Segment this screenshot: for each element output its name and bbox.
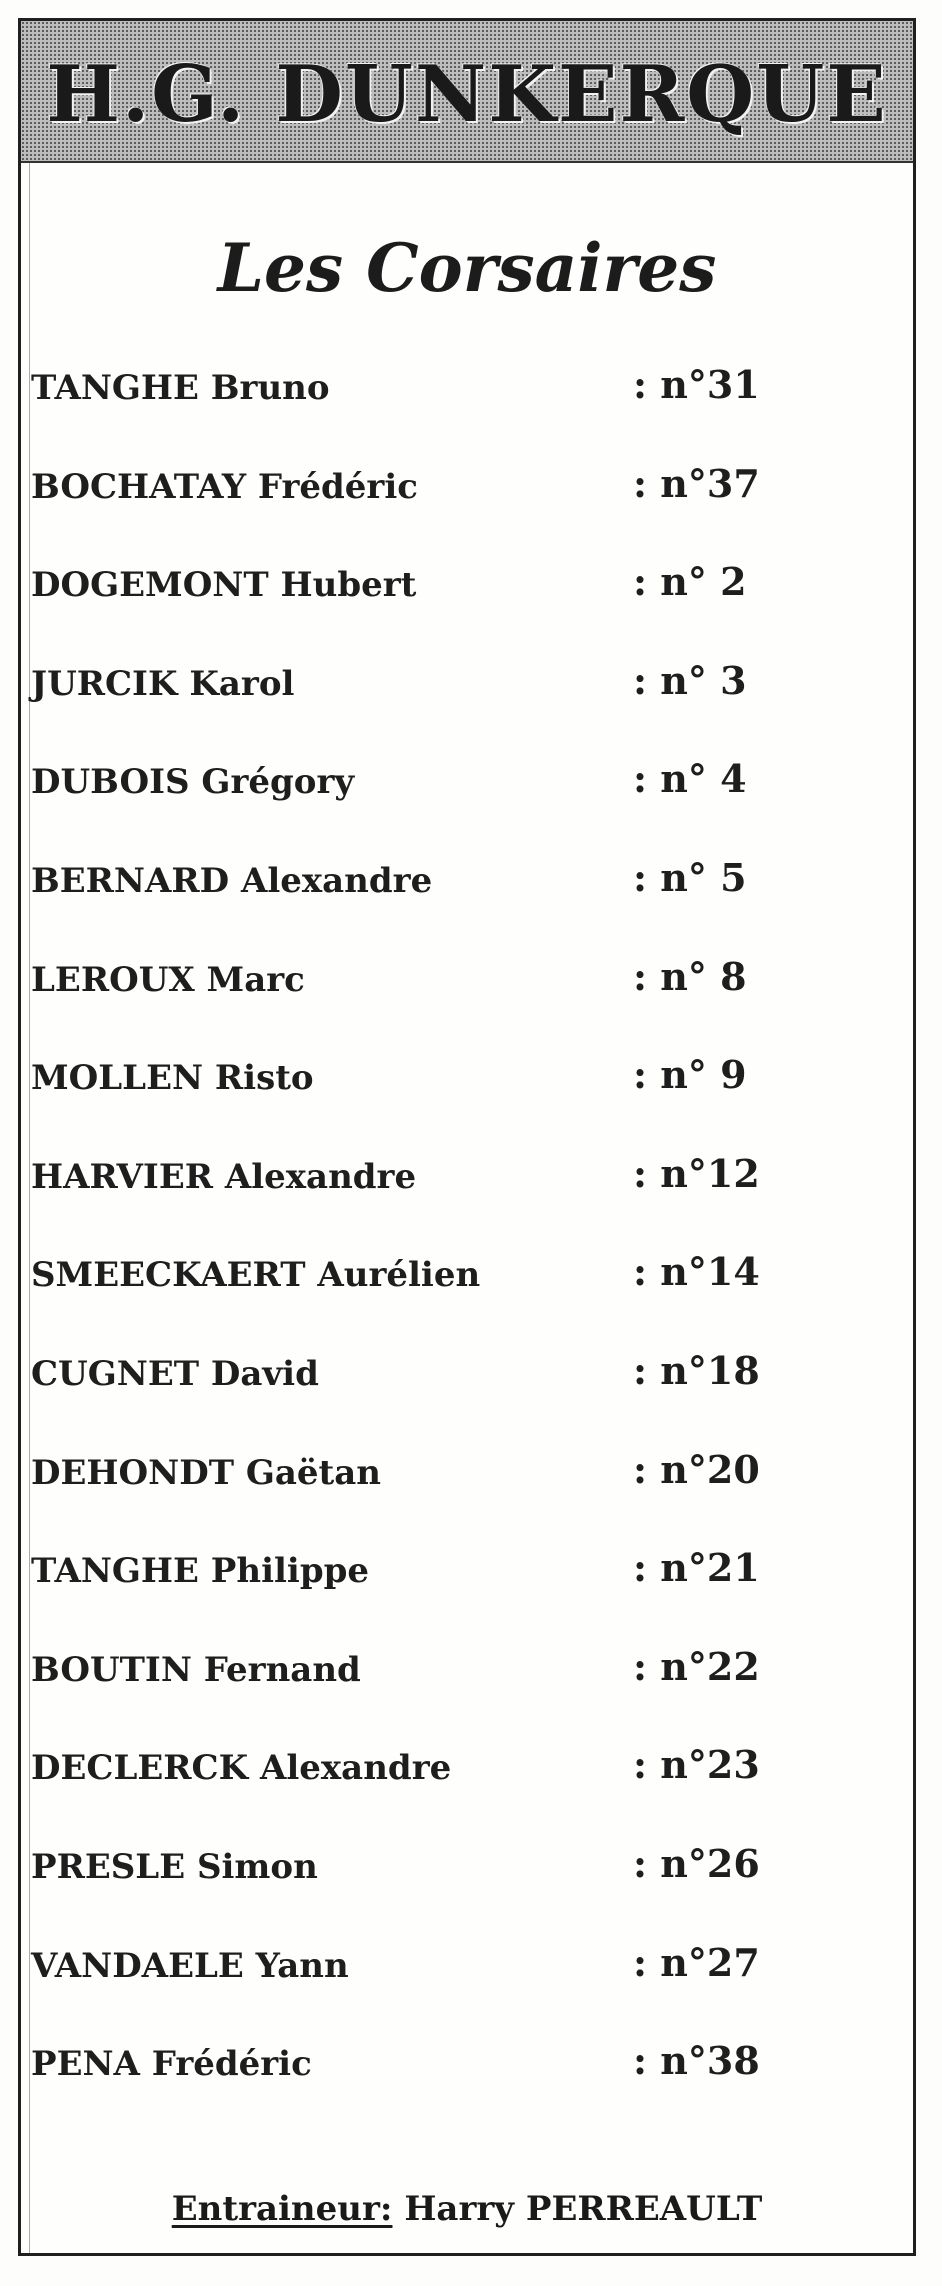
player-name: DOGEMONT Hubert [31, 565, 417, 606]
team-subtitle: Les Corsaires [217, 229, 717, 307]
player-number: : n°31 [633, 362, 760, 407]
player-row [31, 2038, 891, 2143]
player-row [31, 1643, 891, 1749]
player-name: CUGNET David [31, 1353, 319, 1394]
player-name: HARVIER Alexandre [31, 1156, 417, 1197]
player-number: : n°22 [633, 1643, 760, 1689]
roster-sheet [18, 18, 916, 2256]
player-number: : n°23 [633, 1742, 760, 1788]
player-number: : n° 3 [633, 657, 747, 703]
inner-rule [29, 21, 30, 2253]
player-row [31, 559, 891, 664]
player-row [31, 1249, 891, 1354]
player-number: : n°18 [633, 1347, 760, 1393]
player-number: : n°26 [633, 1840, 760, 1886]
coach-label: Entraineur: [171, 2189, 393, 2229]
title-banner [21, 21, 913, 163]
player-name: JURCIK Karol [31, 663, 295, 704]
player-row [31, 756, 891, 861]
player-number: : n°27 [633, 1939, 760, 1985]
player-row [31, 953, 891, 1059]
coach-name: Harry PERREAULT [404, 2189, 763, 2229]
player-name: PRESLE Simon [31, 1846, 318, 1887]
player-number: : n° 5 [633, 854, 747, 900]
player-row [31, 1347, 891, 1453]
player-name: BOCHATAY Frédéric [31, 466, 418, 507]
player-number: : n° 8 [633, 953, 747, 999]
player-number: : n°37 [633, 460, 760, 506]
player-row [31, 1939, 891, 2045]
player-number: : n°14 [633, 1249, 760, 1295]
player-name: MOLLEN Risto [31, 1058, 314, 1099]
player-name: DECLERCK Alexandre [31, 1748, 452, 1789]
player-name: DEHONDT Gaëtan [31, 1452, 381, 1493]
player-name: DUBOIS Grégory [31, 762, 355, 803]
player-row [31, 1742, 891, 1847]
player-name: TANGHE Bruno [31, 368, 330, 408]
player-number: : n° 4 [633, 756, 747, 802]
player-row [31, 1052, 891, 1157]
player-name: BOUTIN Fernand [31, 1649, 361, 1690]
player-name: BERNARD Alexandre [31, 860, 433, 901]
player-name: SMEECKAERT Aurélien [31, 1255, 481, 1296]
coach-line [21, 2189, 913, 2229]
player-number: : n°12 [633, 1150, 760, 1196]
player-number: : n° 9 [633, 1052, 747, 1098]
player-name: LEROUX Marc [31, 959, 305, 1000]
player-row [31, 460, 891, 566]
player-number: : n°38 [633, 2038, 760, 2084]
player-number: : n°21 [633, 1545, 760, 1591]
player-row [31, 1150, 891, 1256]
player-name: TANGHE Philippe [31, 1551, 370, 1592]
player-row [31, 1446, 891, 1552]
player-number: : n°20 [633, 1446, 760, 1492]
player-row [31, 1545, 891, 1650]
player-row [31, 657, 891, 763]
player-list [31, 362, 891, 2143]
player-number: : n° 2 [633, 559, 747, 605]
player-row [31, 854, 891, 960]
club-title: H.G. DUNKERQUE [46, 48, 888, 140]
player-row [31, 1840, 891, 1946]
player-name: PENA Frédéric [31, 2044, 312, 2085]
player-row [31, 362, 891, 467]
player-name: VANDAELE Yann [31, 1945, 349, 1986]
